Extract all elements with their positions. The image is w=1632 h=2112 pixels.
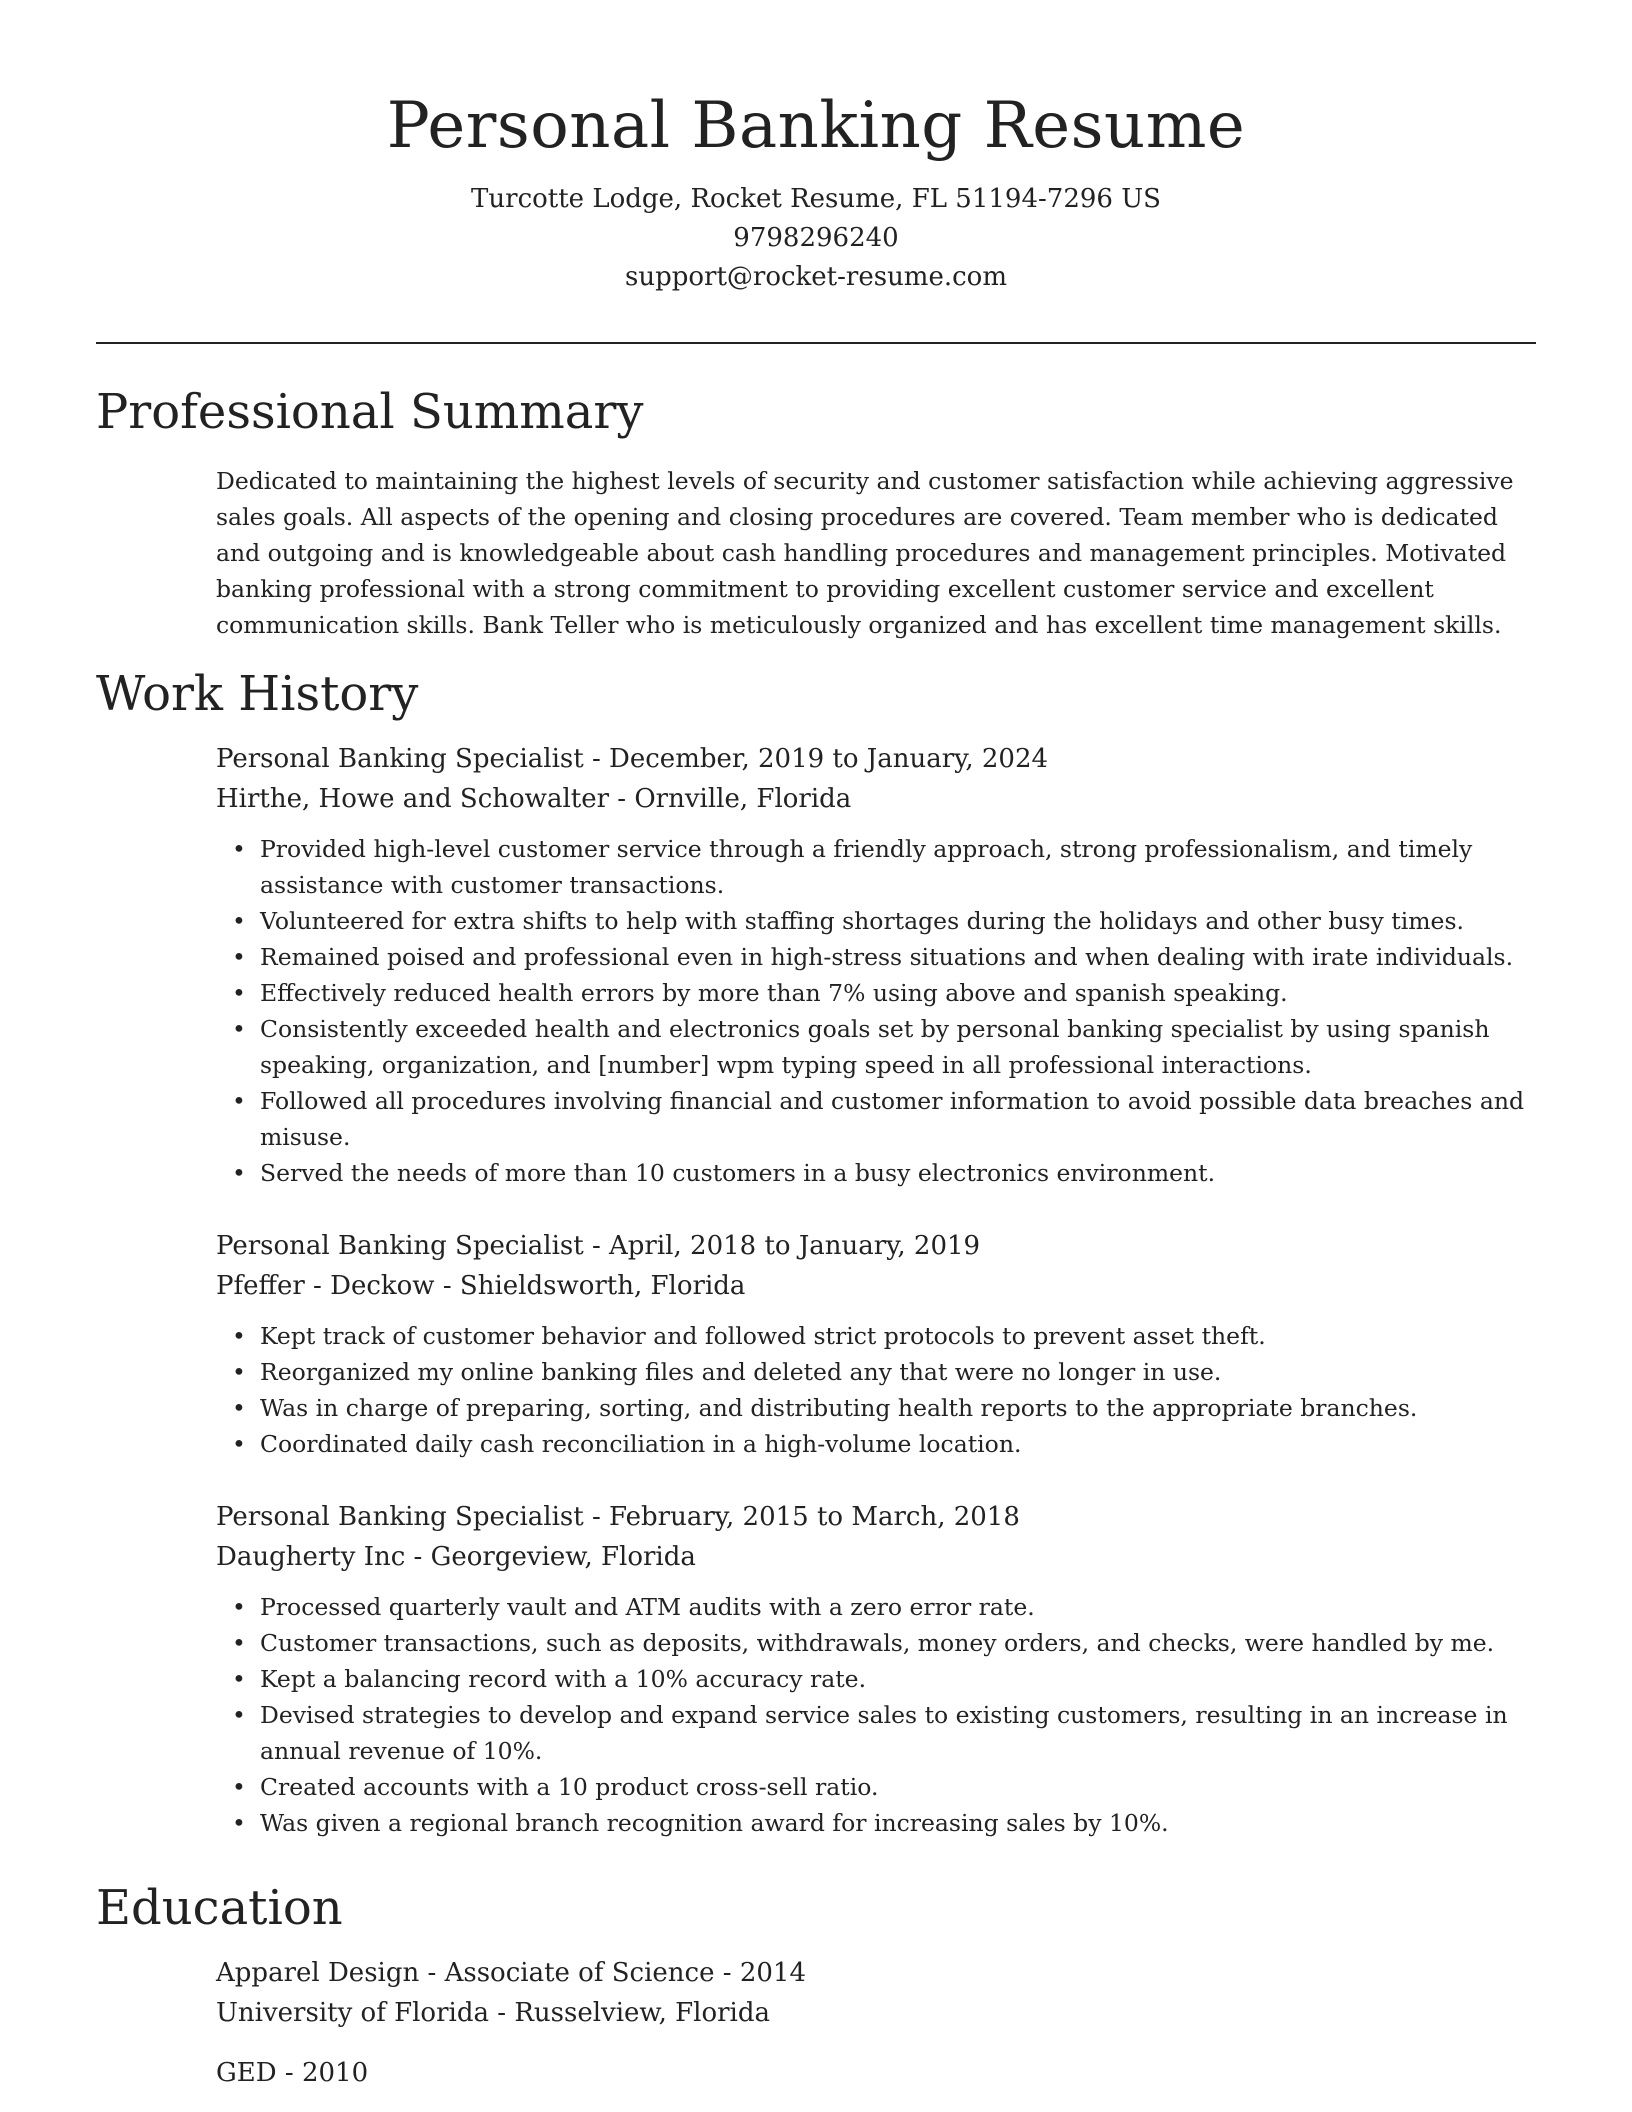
job-bullet: • Customer transactions, such as deposits, withdrawals, money orders, and checks, were handled by me. [216, 1625, 1536, 1661]
job-bullet: • Reorganized my online banking files and deleted any that were no longer in use. [216, 1354, 1536, 1390]
job-bullet-list [216, 831, 1536, 1191]
job-bullet: • Remained poised and professional even in high-stress situations and when dealing with irate individuals. [216, 939, 1536, 975]
job-company: Pfeffer - Deckow [216, 1271, 435, 1301]
job-bullet-list [216, 1318, 1536, 1462]
separator: - [609, 784, 635, 814]
job-title: Personal Banking Specialist [216, 744, 584, 774]
separator: - [583, 744, 610, 774]
job-location: Shieldsworth, Florida [459, 1271, 746, 1301]
job-bullet: • Processed quarterly vault and ATM audits with a zero error rate. [216, 1589, 1536, 1625]
education-degree: GED [216, 2058, 277, 2088]
header-divider [96, 342, 1536, 344]
job-title: Personal Banking Specialist [216, 1231, 584, 1261]
job-bullet: • Created accounts with a 10 product cross-sell ratio. [216, 1769, 1536, 1805]
job-title-line [216, 739, 1536, 779]
separator: - [434, 1271, 460, 1301]
job-bullet: • Kept track of customer behavior and followed strict protocols to prevent asset theft. [216, 1318, 1536, 1354]
separator: - [488, 1998, 515, 2028]
job-bullet: • Volunteered for extra shifts to help with staffing shortages during the holidays and other busy times. [216, 903, 1536, 939]
job-company-line [216, 1266, 1536, 1306]
section-heading-education: Education [96, 1880, 343, 1936]
resume-title: Personal Banking Resume [386, 89, 1246, 163]
job-dates: April, 2018 to January, 2019 [609, 1231, 981, 1261]
job-entry [216, 1226, 1536, 1462]
job-title: Personal Banking Specialist [216, 1502, 584, 1532]
job-company-line [216, 779, 1536, 819]
separator: - [419, 1958, 445, 1988]
job-company: Daugherty Inc [216, 1542, 406, 1572]
contact-phone: 9798296240 [733, 223, 899, 253]
job-bullet: • Consistently exceeded health and electronics goals set by personal banking specialist by using spanish speaking, organization, and [number] wpm typing speed in all professional interactions. [216, 1011, 1536, 1083]
contact-address: Turcotte Lodge, Rocket Resume, FL 51194-7296 US [471, 184, 1161, 214]
education-school-line [216, 1993, 1536, 2033]
job-bullet: • Devised strategies to develop and expand service sales to existing customers, resulting in an increase in annual revenue of 10%. [216, 1697, 1536, 1769]
education-field: Apparel Design [216, 1958, 420, 1988]
resume-header [96, 82, 1536, 297]
job-dates: December, 2019 to January, 2024 [609, 744, 1049, 774]
summary-text: Dedicated to maintaining the highest levels of security and customer satisfaction while achieving aggressive sales goals. All aspects of the opening and closing procedures are covered. Team member who is dedicated and outgoing and is knowledgeable about cash handling procedures and management principles. Motivated banking professional with a strong commitment to providing excellent customer service and excellent communication skills. Bank Teller who is meticulously organized and has excellent time management skills. [216, 467, 1514, 639]
education-degree-line [216, 2053, 1536, 2093]
education-entry [216, 2053, 1536, 2093]
separator: - [714, 1958, 740, 1988]
education-school: University of Florida [216, 1998, 489, 2028]
job-company: Hirthe, Howe and Schowalter [216, 784, 610, 814]
contact-email: support@rocket-resume.com [624, 262, 1007, 292]
job-title-line [216, 1226, 1536, 1266]
job-bullet: • Coordinated daily cash reconciliation in a high-volume location. [216, 1426, 1536, 1462]
job-bullet: • Was in charge of preparing, sorting, and distributing health reports to the appropriate branches. [216, 1390, 1536, 1426]
section-heading-summary: Professional Summary [96, 384, 644, 440]
job-location: Ornville, Florida [634, 784, 852, 814]
job-title-line [216, 1497, 1536, 1537]
education-entry [216, 1953, 1536, 2033]
education-year: 2010 [301, 2058, 369, 2088]
job-bullet: • Kept a balancing record with a 10% accuracy rate. [216, 1661, 1536, 1697]
education-year: 2014 [739, 1958, 806, 1988]
job-entry [216, 739, 1536, 1191]
section-heading-work-history: Work History [96, 666, 419, 722]
job-bullet: • Followed all procedures involving financial and customer information to avoid possible data breaches and misuse. [216, 1083, 1536, 1155]
education-degree-line [216, 1953, 1536, 1993]
job-dates: February, 2015 to March, 2018 [609, 1502, 1020, 1532]
education-location: Russelview, Florida [514, 1998, 771, 2028]
job-bullet: • Provided high-level customer service through a friendly approach, strong professionalism, and timely assistance with customer transactions. [216, 831, 1536, 903]
job-bullet: • Served the needs of more than 10 customers in a busy electronics environment. [216, 1155, 1536, 1191]
separator: - [405, 1542, 431, 1572]
job-entry [216, 1497, 1536, 1841]
contact-block [96, 180, 1536, 297]
job-bullet: • Effectively reduced health errors by more than 7% using above and spanish speaking. [216, 975, 1536, 1011]
job-bullet-list [216, 1589, 1536, 1841]
job-location: Georgeview, Florida [430, 1542, 696, 1572]
job-company-line [216, 1537, 1536, 1577]
separator: - [583, 1502, 610, 1532]
education-degree: Associate of Science [444, 1958, 715, 1988]
separator: - [276, 2058, 302, 2088]
job-bullet: • Was given a regional branch recognition award for increasing sales by 10%. [216, 1805, 1536, 1841]
separator: - [583, 1231, 610, 1261]
